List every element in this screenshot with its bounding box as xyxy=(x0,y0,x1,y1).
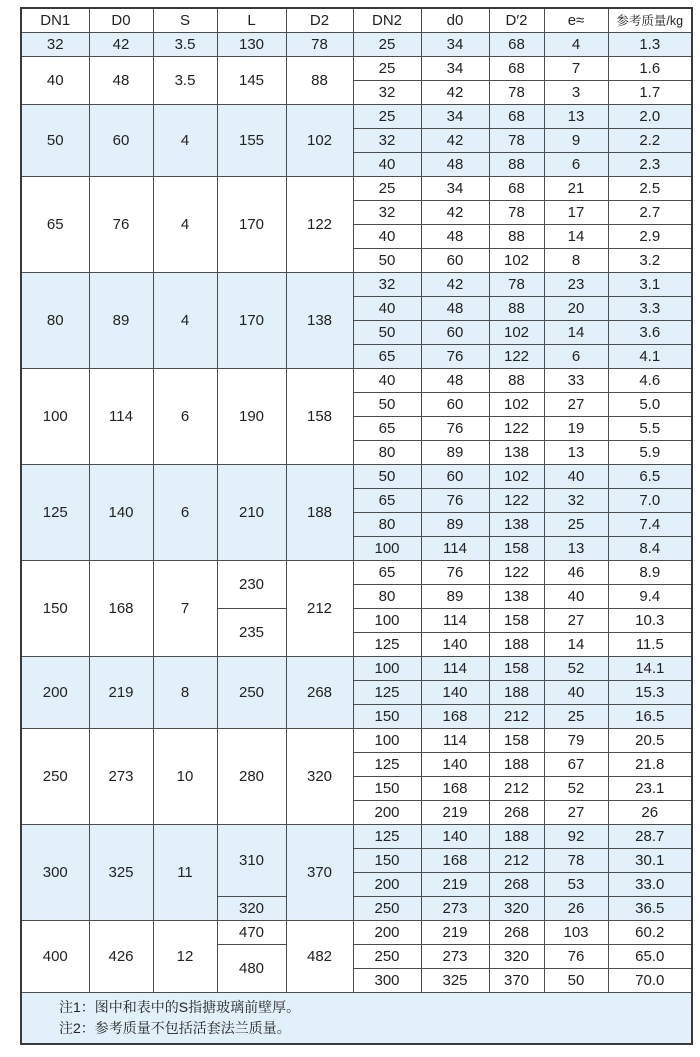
cell-e: 40 xyxy=(544,680,608,704)
table-row xyxy=(21,272,692,296)
column-header-l: L xyxy=(217,8,286,32)
cell-mass: 2.2 xyxy=(608,128,692,152)
cell-mass: 3.3 xyxy=(608,296,692,320)
cell-d2-branch: 268 xyxy=(489,872,544,896)
cell-e: 19 xyxy=(544,416,608,440)
cell-l: 210 xyxy=(217,464,286,560)
cell-d2-branch: 158 xyxy=(489,728,544,752)
cell-dn2: 150 xyxy=(353,848,421,872)
cell-d0-branch: 114 xyxy=(421,656,489,680)
cell-d0-branch: 168 xyxy=(421,848,489,872)
cell-d2-branch: 78 xyxy=(489,128,544,152)
cell-d0-branch: 76 xyxy=(421,488,489,512)
table-row xyxy=(21,56,692,80)
cell-d0-branch: 273 xyxy=(421,944,489,968)
cell-dn2: 200 xyxy=(353,800,421,824)
cell-dn2: 125 xyxy=(353,632,421,656)
cell-l: 230 xyxy=(217,560,286,608)
cell-d0-branch: 89 xyxy=(421,440,489,464)
note-2: 注2：参考质量不包括活套法兰质量。 xyxy=(59,1019,291,1036)
cell-s: 8 xyxy=(153,656,217,728)
cell-e: 13 xyxy=(544,104,608,128)
cell-dn1: 32 xyxy=(21,32,89,56)
cell-mass: 3.2 xyxy=(608,248,692,272)
cell-l: 130 xyxy=(217,32,286,56)
cell-dn2: 32 xyxy=(353,272,421,296)
cell-dn2: 40 xyxy=(353,224,421,248)
cell-dn2: 300 xyxy=(353,968,421,992)
cell-dn1: 65 xyxy=(21,176,89,272)
cell-mass: 3.6 xyxy=(608,320,692,344)
cell-d2: 102 xyxy=(286,104,353,176)
table-row xyxy=(21,368,692,392)
cell-d2: 188 xyxy=(286,464,353,560)
cell-mass: 16.5 xyxy=(608,704,692,728)
cell-d2: 122 xyxy=(286,176,353,272)
cell-dn2: 200 xyxy=(353,920,421,944)
cell-d2: 370 xyxy=(286,824,353,920)
cell-mass: 3.1 xyxy=(608,272,692,296)
column-header-dn1: DN1 xyxy=(21,8,89,32)
table-row xyxy=(21,656,692,680)
cell-mass: 26 xyxy=(608,800,692,824)
cell-mass: 5.0 xyxy=(608,392,692,416)
cell-dn1: 80 xyxy=(21,272,89,368)
cell-mass: 15.3 xyxy=(608,680,692,704)
cell-dn2: 25 xyxy=(353,104,421,128)
cell-d0-branch: 34 xyxy=(421,32,489,56)
cell-d0-branch: 42 xyxy=(421,200,489,224)
cell-d0-branch: 140 xyxy=(421,680,489,704)
cell-d0: 168 xyxy=(89,560,153,656)
cell-l: 145 xyxy=(217,56,286,104)
cell-mass: 70.0 xyxy=(608,968,692,992)
cell-d0-branch: 34 xyxy=(421,104,489,128)
cell-dn2: 100 xyxy=(353,656,421,680)
cell-dn2: 80 xyxy=(353,584,421,608)
cell-mass: 23.1 xyxy=(608,776,692,800)
cell-d0-branch: 219 xyxy=(421,800,489,824)
cell-d0: 89 xyxy=(89,272,153,368)
cell-dn2: 65 xyxy=(353,344,421,368)
cell-d2-branch: 88 xyxy=(489,152,544,176)
cell-dn2: 125 xyxy=(353,824,421,848)
cell-d0: 273 xyxy=(89,728,153,824)
cell-e: 32 xyxy=(544,488,608,512)
cell-d0: 76 xyxy=(89,176,153,272)
cell-d2-branch: 68 xyxy=(489,56,544,80)
cell-d0-branch: 114 xyxy=(421,608,489,632)
cell-s: 6 xyxy=(153,464,217,560)
cell-d0-branch: 34 xyxy=(421,56,489,80)
cell-mass: 33.0 xyxy=(608,872,692,896)
column-header-s: S xyxy=(153,8,217,32)
cell-d2-branch: 212 xyxy=(489,704,544,728)
cell-e: 14 xyxy=(544,320,608,344)
cell-l: 170 xyxy=(217,272,286,368)
cell-d0-branch: 140 xyxy=(421,632,489,656)
cell-e: 13 xyxy=(544,536,608,560)
cell-d0: 140 xyxy=(89,464,153,560)
cell-d2-branch: 188 xyxy=(489,680,544,704)
cell-d2-branch: 320 xyxy=(489,944,544,968)
cell-l: 170 xyxy=(217,176,286,272)
cell-e: 23 xyxy=(544,272,608,296)
cell-d2-branch: 320 xyxy=(489,896,544,920)
cell-dn1: 200 xyxy=(21,656,89,728)
cell-dn2: 65 xyxy=(353,416,421,440)
cell-d2-branch: 122 xyxy=(489,344,544,368)
cell-d2-branch: 138 xyxy=(489,512,544,536)
cell-dn2: 65 xyxy=(353,488,421,512)
cell-mass: 28.7 xyxy=(608,824,692,848)
column-header-mass: 参考质量/kg xyxy=(608,8,692,32)
cell-d0-branch: 114 xyxy=(421,536,489,560)
cell-d2-branch: 122 xyxy=(489,560,544,584)
column-header-d0-branch: d0 xyxy=(421,8,489,32)
cell-d0-branch: 89 xyxy=(421,512,489,536)
cell-d0-branch: 42 xyxy=(421,128,489,152)
cell-d0-branch: 273 xyxy=(421,896,489,920)
cell-d0-branch: 168 xyxy=(421,776,489,800)
cell-dn2: 50 xyxy=(353,320,421,344)
cell-s: 4 xyxy=(153,272,217,368)
cell-d0: 60 xyxy=(89,104,153,176)
cell-d0-branch: 140 xyxy=(421,752,489,776)
cell-e: 52 xyxy=(544,656,608,680)
cell-e: 14 xyxy=(544,632,608,656)
cell-dn2: 125 xyxy=(353,680,421,704)
cell-dn1: 300 xyxy=(21,824,89,920)
cell-d2-branch: 78 xyxy=(489,200,544,224)
cell-dn2: 50 xyxy=(353,392,421,416)
cell-d2-branch: 102 xyxy=(489,392,544,416)
cell-mass: 2.7 xyxy=(608,200,692,224)
column-header-d2: D2 xyxy=(286,8,353,32)
cell-d2-branch: 88 xyxy=(489,224,544,248)
cell-e: 13 xyxy=(544,440,608,464)
cell-d2-branch: 138 xyxy=(489,584,544,608)
cell-d0-branch: 76 xyxy=(421,344,489,368)
cell-mass: 1.6 xyxy=(608,56,692,80)
cell-d0-branch: 219 xyxy=(421,872,489,896)
cell-mass: 8.9 xyxy=(608,560,692,584)
cell-d0-branch: 34 xyxy=(421,176,489,200)
cell-dn2: 32 xyxy=(353,128,421,152)
cell-e: 40 xyxy=(544,584,608,608)
cell-s: 6 xyxy=(153,368,217,464)
cell-s: 7 xyxy=(153,560,217,656)
cell-dn1: 100 xyxy=(21,368,89,464)
cell-d0-branch: 140 xyxy=(421,824,489,848)
cell-d2-branch: 268 xyxy=(489,800,544,824)
cell-dn2: 150 xyxy=(353,776,421,800)
cell-e: 52 xyxy=(544,776,608,800)
column-header-dn2: DN2 xyxy=(353,8,421,32)
cell-dn1: 400 xyxy=(21,920,89,992)
cell-dn2: 50 xyxy=(353,248,421,272)
table-row xyxy=(21,560,692,584)
cell-d2-branch: 268 xyxy=(489,920,544,944)
cell-e: 25 xyxy=(544,704,608,728)
cell-d0-branch: 60 xyxy=(421,392,489,416)
cell-d0-branch: 48 xyxy=(421,368,489,392)
cell-mass: 6.5 xyxy=(608,464,692,488)
cell-d0: 48 xyxy=(89,56,153,104)
cell-e: 6 xyxy=(544,152,608,176)
cell-l: 250 xyxy=(217,656,286,728)
cell-e: 50 xyxy=(544,968,608,992)
cell-d0-branch: 114 xyxy=(421,728,489,752)
table-row xyxy=(21,728,692,752)
cell-d2: 268 xyxy=(286,656,353,728)
cell-mass: 20.5 xyxy=(608,728,692,752)
cell-d2: 78 xyxy=(286,32,353,56)
table-row xyxy=(21,464,692,488)
cell-e: 25 xyxy=(544,512,608,536)
cell-mass: 1.7 xyxy=(608,80,692,104)
cell-d2-branch: 138 xyxy=(489,440,544,464)
cell-d2-branch: 68 xyxy=(489,32,544,56)
cell-e: 92 xyxy=(544,824,608,848)
cell-mass: 2.0 xyxy=(608,104,692,128)
cell-d0-branch: 325 xyxy=(421,968,489,992)
cell-mass: 21.8 xyxy=(608,752,692,776)
cell-d2-branch: 68 xyxy=(489,104,544,128)
cell-e: 20 xyxy=(544,296,608,320)
cell-mass: 10.3 xyxy=(608,608,692,632)
cell-d2-branch: 122 xyxy=(489,488,544,512)
cell-d0-branch: 89 xyxy=(421,584,489,608)
cell-l: 280 xyxy=(217,728,286,824)
cell-e: 17 xyxy=(544,200,608,224)
cell-d0-branch: 219 xyxy=(421,920,489,944)
table-row xyxy=(21,920,692,944)
cell-mass: 7.0 xyxy=(608,488,692,512)
cell-l: 310 xyxy=(217,824,286,896)
cell-d2-branch: 212 xyxy=(489,848,544,872)
cell-d2-branch: 88 xyxy=(489,296,544,320)
cell-mass: 65.0 xyxy=(608,944,692,968)
cell-mass: 2.3 xyxy=(608,152,692,176)
cell-e: 27 xyxy=(544,392,608,416)
table-row xyxy=(21,176,692,200)
cell-mass: 5.5 xyxy=(608,416,692,440)
cell-d2: 482 xyxy=(286,920,353,992)
cell-dn2: 250 xyxy=(353,896,421,920)
cell-d2: 158 xyxy=(286,368,353,464)
cell-e: 27 xyxy=(544,800,608,824)
cell-e: 78 xyxy=(544,848,608,872)
cell-l: 480 xyxy=(217,944,286,992)
cell-dn2: 32 xyxy=(353,80,421,104)
cell-dn2: 65 xyxy=(353,560,421,584)
cell-dn2: 80 xyxy=(353,512,421,536)
cell-s: 12 xyxy=(153,920,217,992)
cell-dn2: 200 xyxy=(353,872,421,896)
cell-s: 11 xyxy=(153,824,217,920)
cell-e: 76 xyxy=(544,944,608,968)
cell-dn1: 125 xyxy=(21,464,89,560)
column-header-d0: D0 xyxy=(89,8,153,32)
cell-dn1: 40 xyxy=(21,56,89,104)
cell-dn2: 100 xyxy=(353,608,421,632)
cell-e: 33 xyxy=(544,368,608,392)
cell-d2: 212 xyxy=(286,560,353,656)
cell-s: 4 xyxy=(153,104,217,176)
cell-d0-branch: 48 xyxy=(421,152,489,176)
cell-s: 3.5 xyxy=(153,32,217,56)
cell-e: 67 xyxy=(544,752,608,776)
cell-d2-branch: 188 xyxy=(489,632,544,656)
cell-d0-branch: 60 xyxy=(421,320,489,344)
table-row xyxy=(21,32,692,56)
cell-d0-branch: 42 xyxy=(421,80,489,104)
cell-d0-branch: 42 xyxy=(421,272,489,296)
notes-row xyxy=(21,992,692,1044)
cell-dn2: 50 xyxy=(353,464,421,488)
cell-d2-branch: 370 xyxy=(489,968,544,992)
cell-mass: 1.3 xyxy=(608,32,692,56)
header-row xyxy=(21,8,692,32)
cell-l: 235 xyxy=(217,608,286,656)
cell-e: 7 xyxy=(544,56,608,80)
cell-mass: 4.6 xyxy=(608,368,692,392)
column-header-e: e≈ xyxy=(544,8,608,32)
cell-mass: 4.1 xyxy=(608,344,692,368)
cell-d2-branch: 188 xyxy=(489,752,544,776)
cell-mass: 2.5 xyxy=(608,176,692,200)
cell-mass: 11.5 xyxy=(608,632,692,656)
cell-d2-branch: 102 xyxy=(489,248,544,272)
cell-d0-branch: 60 xyxy=(421,248,489,272)
cell-d2-branch: 102 xyxy=(489,320,544,344)
cell-e: 14 xyxy=(544,224,608,248)
cell-e: 21 xyxy=(544,176,608,200)
cell-d0: 114 xyxy=(89,368,153,464)
table-body xyxy=(21,32,692,992)
cell-d0-branch: 76 xyxy=(421,560,489,584)
cell-d0: 325 xyxy=(89,824,153,920)
table-row xyxy=(21,104,692,128)
cell-dn2: 25 xyxy=(353,56,421,80)
cell-d0: 219 xyxy=(89,656,153,728)
cell-dn1: 250 xyxy=(21,728,89,824)
spec-table xyxy=(20,7,693,1045)
cell-mass: 14.1 xyxy=(608,656,692,680)
cell-e: 103 xyxy=(544,920,608,944)
cell-dn1: 50 xyxy=(21,104,89,176)
cell-s: 3.5 xyxy=(153,56,217,104)
cell-e: 46 xyxy=(544,560,608,584)
cell-dn1: 150 xyxy=(21,560,89,656)
cell-e: 3 xyxy=(544,80,608,104)
cell-dn2: 150 xyxy=(353,704,421,728)
cell-l: 190 xyxy=(217,368,286,464)
cell-d2: 138 xyxy=(286,272,353,368)
cell-dn2: 80 xyxy=(353,440,421,464)
cell-d2-branch: 158 xyxy=(489,656,544,680)
cell-mass: 2.9 xyxy=(608,224,692,248)
cell-mass: 7.4 xyxy=(608,512,692,536)
cell-dn2: 25 xyxy=(353,32,421,56)
cell-e: 40 xyxy=(544,464,608,488)
cell-mass: 60.2 xyxy=(608,920,692,944)
cell-e: 27 xyxy=(544,608,608,632)
cell-dn2: 40 xyxy=(353,296,421,320)
cell-l: 320 xyxy=(217,896,286,920)
cell-dn2: 40 xyxy=(353,152,421,176)
cell-d0: 426 xyxy=(89,920,153,992)
cell-d2-branch: 158 xyxy=(489,536,544,560)
notes-cell xyxy=(21,992,692,1044)
cell-s: 10 xyxy=(153,728,217,824)
cell-d2-branch: 188 xyxy=(489,824,544,848)
cell-e: 26 xyxy=(544,896,608,920)
cell-e: 4 xyxy=(544,32,608,56)
cell-mass: 8.4 xyxy=(608,536,692,560)
cell-e: 9 xyxy=(544,128,608,152)
cell-d0-branch: 48 xyxy=(421,224,489,248)
cell-e: 6 xyxy=(544,344,608,368)
table-row xyxy=(21,824,692,848)
cell-mass: 36.5 xyxy=(608,896,692,920)
cell-d2-branch: 212 xyxy=(489,776,544,800)
cell-d2-branch: 78 xyxy=(489,272,544,296)
cell-mass: 9.4 xyxy=(608,584,692,608)
cell-dn2: 125 xyxy=(353,752,421,776)
column-header-d2-branch: D′2 xyxy=(489,8,544,32)
cell-dn2: 40 xyxy=(353,368,421,392)
cell-d0-branch: 60 xyxy=(421,464,489,488)
cell-dn2: 25 xyxy=(353,176,421,200)
cell-d2: 88 xyxy=(286,56,353,104)
cell-e: 79 xyxy=(544,728,608,752)
cell-d2-branch: 68 xyxy=(489,176,544,200)
cell-d0-branch: 76 xyxy=(421,416,489,440)
cell-e: 53 xyxy=(544,872,608,896)
cell-s: 4 xyxy=(153,176,217,272)
cell-e: 8 xyxy=(544,248,608,272)
cell-d2-branch: 158 xyxy=(489,608,544,632)
cell-dn2: 100 xyxy=(353,728,421,752)
cell-d2-branch: 122 xyxy=(489,416,544,440)
cell-mass: 5.9 xyxy=(608,440,692,464)
cell-d0: 42 xyxy=(89,32,153,56)
cell-l: 155 xyxy=(217,104,286,176)
cell-d2-branch: 78 xyxy=(489,80,544,104)
cell-dn2: 100 xyxy=(353,536,421,560)
cell-mass: 30.1 xyxy=(608,848,692,872)
cell-d2-branch: 88 xyxy=(489,368,544,392)
cell-dn2: 32 xyxy=(353,200,421,224)
cell-l: 470 xyxy=(217,920,286,944)
cell-d2: 320 xyxy=(286,728,353,824)
cell-d0-branch: 168 xyxy=(421,704,489,728)
cell-d2-branch: 102 xyxy=(489,464,544,488)
note-1: 注1：图中和表中的S指搪玻璃前壁厚。 xyxy=(59,998,301,1015)
cell-dn2: 250 xyxy=(353,944,421,968)
cell-d0-branch: 48 xyxy=(421,296,489,320)
